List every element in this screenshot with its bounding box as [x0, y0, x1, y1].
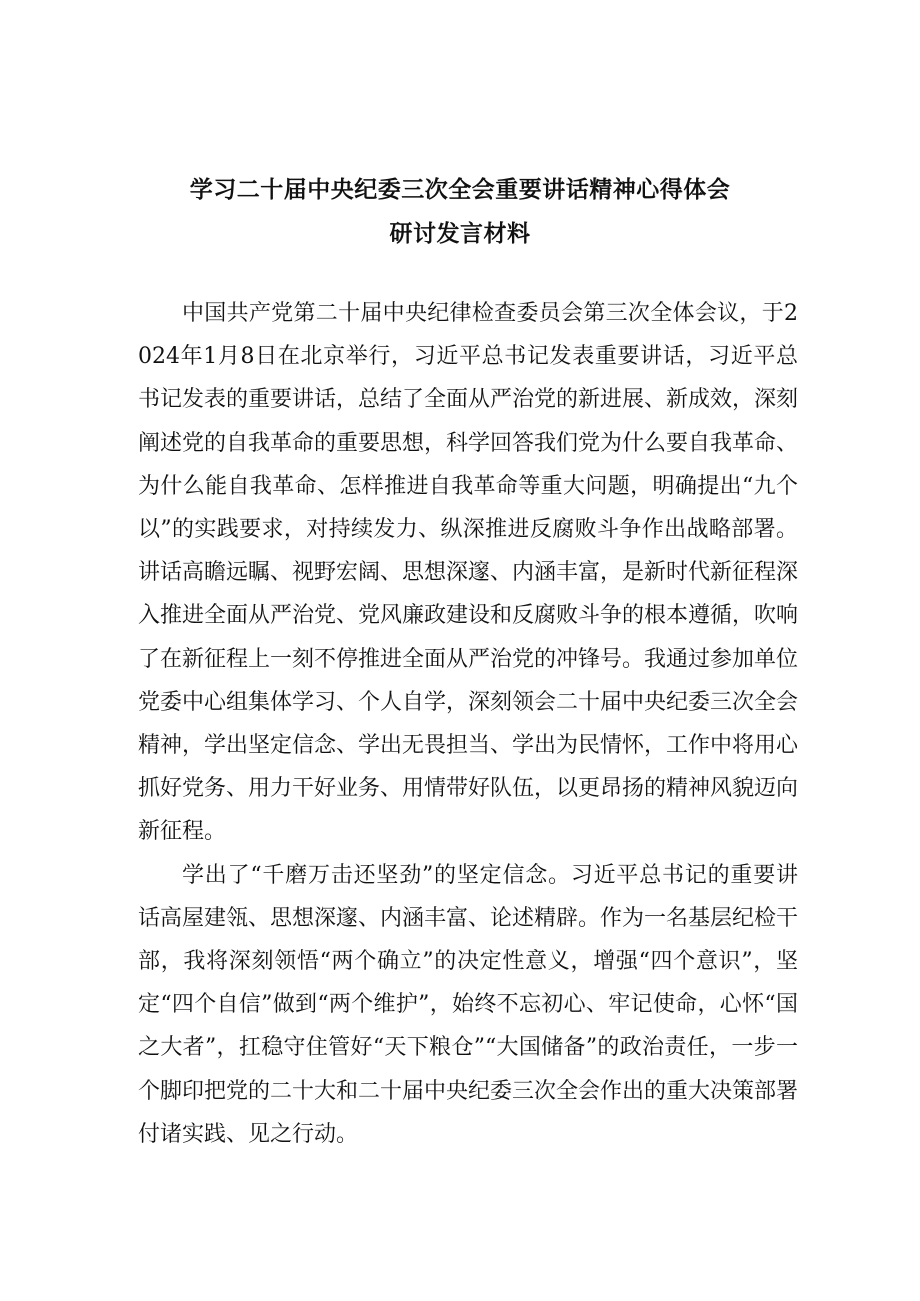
- document-subtitle: 研讨发言材料: [389, 221, 531, 247]
- paragraph-1: 中国共产党第二十届中央纪律检查委员会第三次全体会议，于2024年1月8日在北京举行，习近平总书记发表重要讲话，习近平总书记发表的重要讲话，总结了全面从严治党的新进展、新成效，深刻阐述党的自我革命的重要思想，科学回答我们党为什么要自我革命、为什么能自我革命、怎样推进自我革命等重大问题，明确提出“九个以”的实践要求，对持续发力、纵深推进反腐败斗争作出战略部署。讲话高瞻远瞩、视野宏阔、思想深邃、内涵丰富，是新时代新征程深入推进全面从严治党、党风廉政建设和反腐败斗争的根本遵循，吹响了在新征程上一刻不停推进全面从严治党的冲锋号。我通过参加单位党委中心组集体学习、个人自学，深刻领会二十届中央纪委三次全会精神，学出坚定信念、学出无畏担当、学出为民情怀，工作中将用心抓好党务、用力干好业务、用情带好队伍，以更昂扬的精神风貌迈向新征程。: [138, 301, 799, 845]
- document-title: 学习二十届中央纪委三次全会重要讲话精神心得体会: [189, 177, 731, 203]
- document-body: [138, 292, 798, 1156]
- paragraph-2: 学出了“千磨万击还坚劲”的坚定信念。习近平总书记的重要讲话高屋建瓴、思想深邃、内涵丰富、论述精辟。作为一名基层纪检干部，我将深刻领悟“两个确立”的决定性意义，增强“四个意识”，坚定“四个自信”做到“两个维护”，始终不忘初心、牢记使命，心怀“国之大者”，扛稳守住管好“天下粮仓”“大国储备”的政治责任，一步一个脚印把党的二十大和二十届中央纪委三次全会作出的重大决策部署付诸实践、见之行动。: [138, 862, 799, 1147]
